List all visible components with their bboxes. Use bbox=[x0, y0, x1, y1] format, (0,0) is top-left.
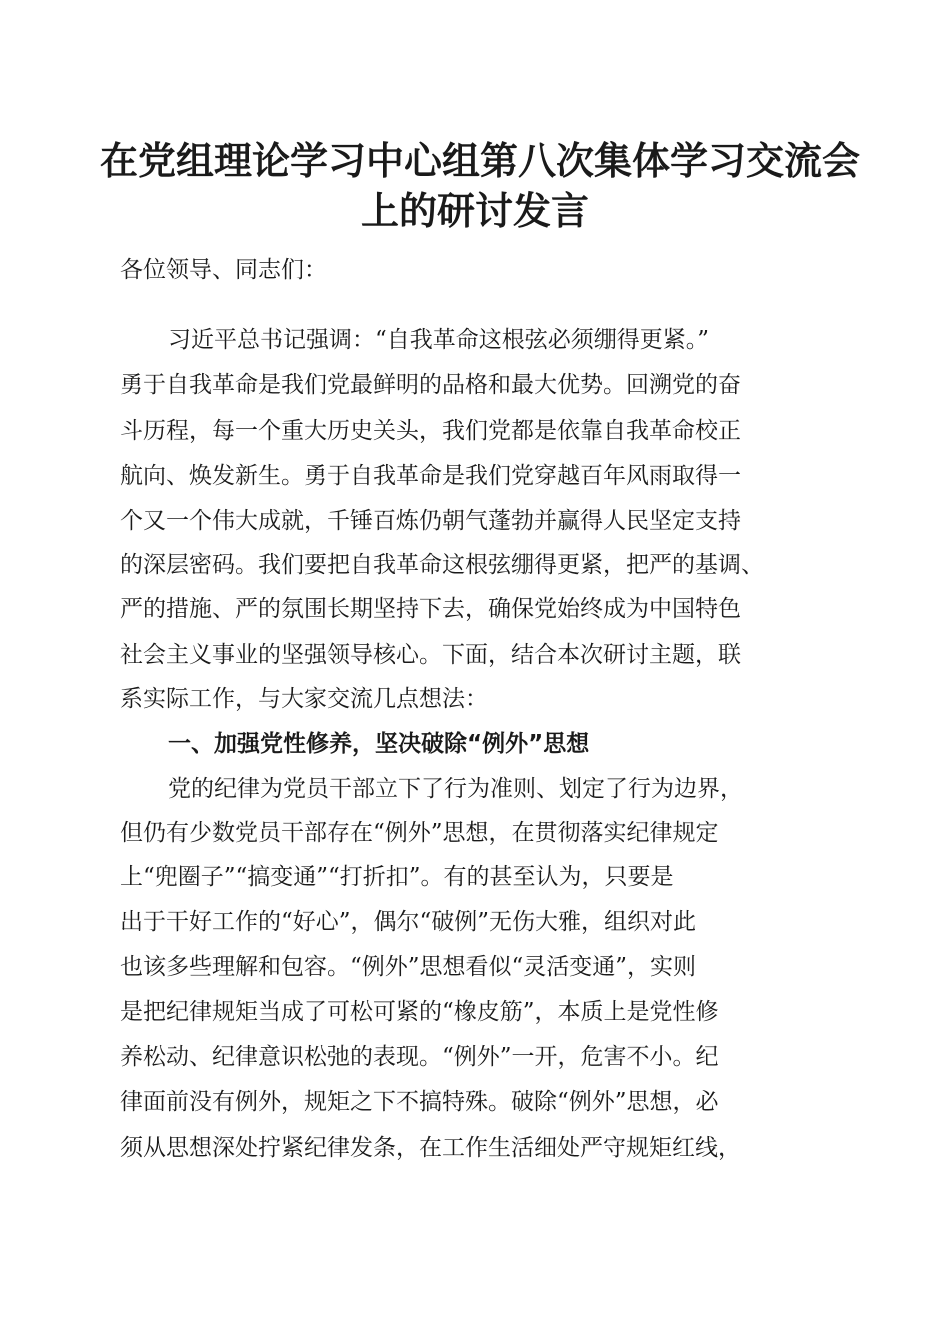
section-1-line: 须从思想深处拧紧纪律发条，在工作生活细处严守规矩红线， bbox=[120, 1135, 741, 1161]
section-1-line: 养松动、纪律意识松弛的表现。“例外”一开，危害不小。纪 bbox=[120, 1044, 719, 1070]
intro-line: 航向、焕发新生。勇于自我革命是我们党穿越百年风雨取得一 bbox=[120, 463, 741, 489]
section-1-line: 上“兜圈子”“搞变通”“打折扣”。有的甚至认为，只要是 bbox=[120, 864, 674, 890]
intro-line: 勇于自我革命是我们党最鲜明的品格和最大优势。回溯党的奋 bbox=[120, 372, 741, 398]
document-title-line-1: 在党组理论学习中心组第八次集体学习交流会 bbox=[100, 138, 861, 183]
intro-line: 社会主义事业的坚强领导核心。下面，结合本次研讨主题，联 bbox=[120, 642, 741, 668]
section-1-line: 出于干好工作的“好心”，偶尔“破例”无伤大雅，组织对此 bbox=[120, 909, 697, 935]
section-1-line: 也该多些理解和包容。“例外”思想看似“灵活变通”，实则 bbox=[120, 954, 697, 980]
intro-line: 的深层密码。我们要把自我革命这根弦绷得更紧，把严的基调、 bbox=[120, 552, 764, 578]
intro-line: 习近平总书记强调：“自我革命这根弦必须绷得更紧。” bbox=[168, 327, 710, 353]
section-1-heading: 一、加强党性修养，坚决破除“例外”思想 bbox=[168, 731, 590, 757]
salutation: 各位领导、同志们： bbox=[120, 257, 327, 283]
intro-line: 严的措施、严的氛围长期坚持下去，确保党始终成为中国特色 bbox=[120, 596, 741, 622]
section-1-line: 律面前没有例外，规矩之下不搞特殊。破除“例外”思想，必 bbox=[120, 1089, 719, 1115]
intro-line: 斗历程，每一个重大历史关头，我们党都是依靠自我革命校正 bbox=[120, 418, 741, 444]
intro-line: 系实际工作，与大家交流几点想法： bbox=[120, 686, 488, 712]
section-1-line: 是把纪律规矩当成了可松可紧的“橡皮筋”，本质上是党性修 bbox=[120, 999, 719, 1025]
section-1-line: 但仍有少数党员干部存在“例外”思想，在贯彻落实纪律规定 bbox=[120, 820, 719, 846]
document-title-line-2: 上的研讨发言 bbox=[360, 188, 589, 233]
intro-line: 个又一个伟大成就，千锤百炼仍朝气蓬勃并赢得人民坚定支持 bbox=[120, 508, 741, 534]
section-1-line: 党的纪律为党员干部立下了行为准则、划定了行为边界， bbox=[168, 776, 743, 802]
